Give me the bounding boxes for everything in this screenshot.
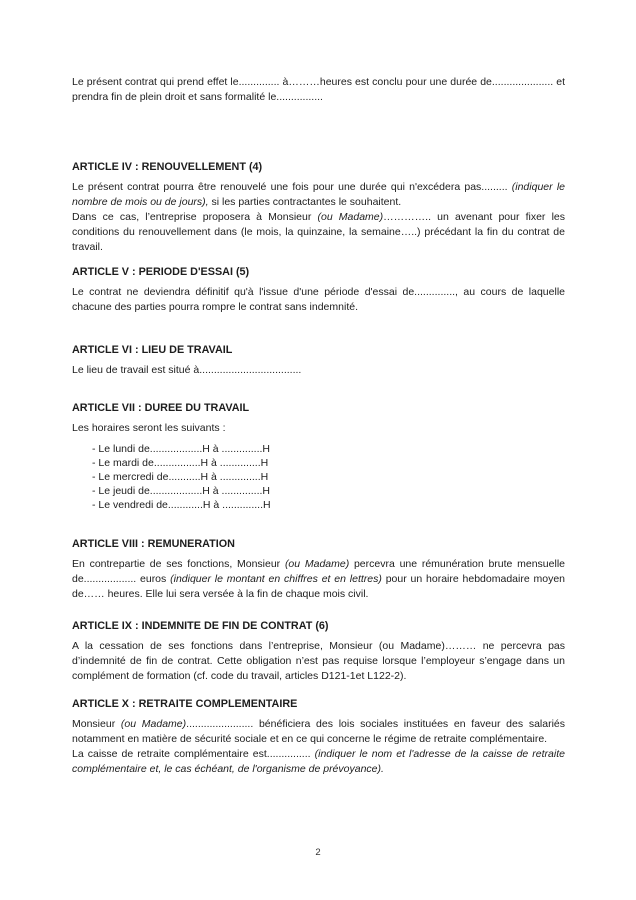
text-run-italic: (indiquer le nombre de mois ou de jours), bbox=[72, 181, 566, 208]
article-8-paragraph bbox=[72, 557, 565, 602]
text-run: ....................... bénéficiera des lois sociales instituées en faveur des salariés notamment en matière de sécurité sociale et en ce qui concerne le régime de retraite complémentaire. bbox=[72, 718, 565, 745]
paragraph-block bbox=[72, 210, 565, 255]
article-9-paragraph: A la cessation de ses fonctions dans l’entreprise, Monsieur (ou Madame)……… ne percevra pas d’indemnité de fin de contrat. Cette obligation n’est pas requise lorsque l’employeur s’engage dans un complément de formation (cf. code du travail, articles D121-1et L122-2). bbox=[72, 640, 565, 682]
article-4-heading: ARTICLE IV : RENOUVELLEMENT (4) bbox=[72, 161, 263, 173]
page-content bbox=[72, 0, 565, 777]
text-run: En contrepartie de ses fonctions, Monsieur bbox=[72, 558, 285, 570]
text-run: si les parties contractantes le souhaitent. bbox=[208, 196, 402, 208]
schedule-item-tuesday: - Le mardi de................H à ..............H bbox=[92, 457, 269, 469]
page-number: 2 bbox=[315, 847, 321, 858]
text-run: ………….. un avenant pour fixer les conditions du renouvellement dans (le mois, la quinzaine, la semaine…..) précédant la fin du contrat de travail. bbox=[72, 211, 565, 253]
text-run-italic: (ou Madame) bbox=[120, 718, 187, 730]
article-8-heading: ARTICLE VIII : REMUNERATION bbox=[72, 538, 235, 550]
text-run: Le présent contrat pourra être renouvelé une fois pour une durée qui n'excédera pas......... bbox=[72, 181, 512, 193]
text-run: pour un horaire hebdomadaire moyen de…… heures. Elle lui sera versée à la fin de chaque mois civil. bbox=[72, 573, 566, 600]
text-run: Dans ce cas, l’entreprise proposera à Monsieur bbox=[72, 211, 318, 223]
schedule-item-wednesday: - Le mercredi de...........H à ..............H bbox=[92, 471, 269, 483]
schedule-item-monday: - Le lundi de..................H à ..............H bbox=[92, 443, 270, 455]
article-10-heading: ARTICLE X : RETRAITE COMPLEMENTAIRE bbox=[72, 698, 298, 710]
paragraph-block bbox=[72, 717, 565, 747]
article-6-paragraph: Le lieu de travail est situé à................................... bbox=[72, 364, 302, 376]
article-9-heading: ARTICLE IX : INDEMNITE DE FIN DE CONTRAT (6) bbox=[72, 620, 329, 632]
text-run: percevra une rémunération brute mensuelle de.................. euros bbox=[72, 558, 565, 585]
article-5-heading: ARTICLE V : PERIODE D'ESSAI (5) bbox=[72, 266, 250, 278]
work-schedule-list bbox=[72, 442, 565, 512]
text-run-italic: (indiquer le nom et l'adresse de la caisse de retraite complémentaire et, le cas échéant, de l'organisme de prévoyance). bbox=[72, 748, 565, 775]
article-4-paragraph bbox=[72, 180, 565, 255]
text-run-italic: (indiquer le montant en chiffres et en lettres) bbox=[170, 573, 382, 585]
article-5-paragraph: Le contrat ne deviendra définitif qu'à l'issue d'une période d'essai de.............., au cours de laquelle chacune des parties pourra rompre le contrat sans indemnité. bbox=[72, 286, 565, 313]
article-10-paragraph bbox=[72, 717, 565, 777]
article-7-heading: ARTICLE VII : DUREE DU TRAVAIL bbox=[72, 402, 250, 414]
article-7-intro: Les horaires seront les suivants : bbox=[72, 422, 226, 434]
article-6-heading: ARTICLE VI : LIEU DE TRAVAIL bbox=[72, 344, 233, 356]
paragraph-block bbox=[72, 180, 565, 210]
text-run: Monsieur bbox=[72, 718, 121, 730]
text-run: La caisse de retraite complémentaire est............... bbox=[72, 748, 315, 760]
text-run-italic: (ou Madame) bbox=[284, 558, 350, 570]
paragraph-block bbox=[72, 747, 565, 777]
schedule-item-thursday: - Le jeudi de..................H à ..............H bbox=[92, 485, 270, 497]
schedule-item-friday: - Le vendredi de............H à ..............H bbox=[92, 499, 271, 511]
intro-paragraph: Le présent contrat qui prend effet le.............. à………heures est conclu pour une durée de..................... et prendra fin de plein droit et sans formalité le................ bbox=[72, 76, 565, 103]
text-run-italic: (ou Madame) bbox=[317, 211, 384, 223]
